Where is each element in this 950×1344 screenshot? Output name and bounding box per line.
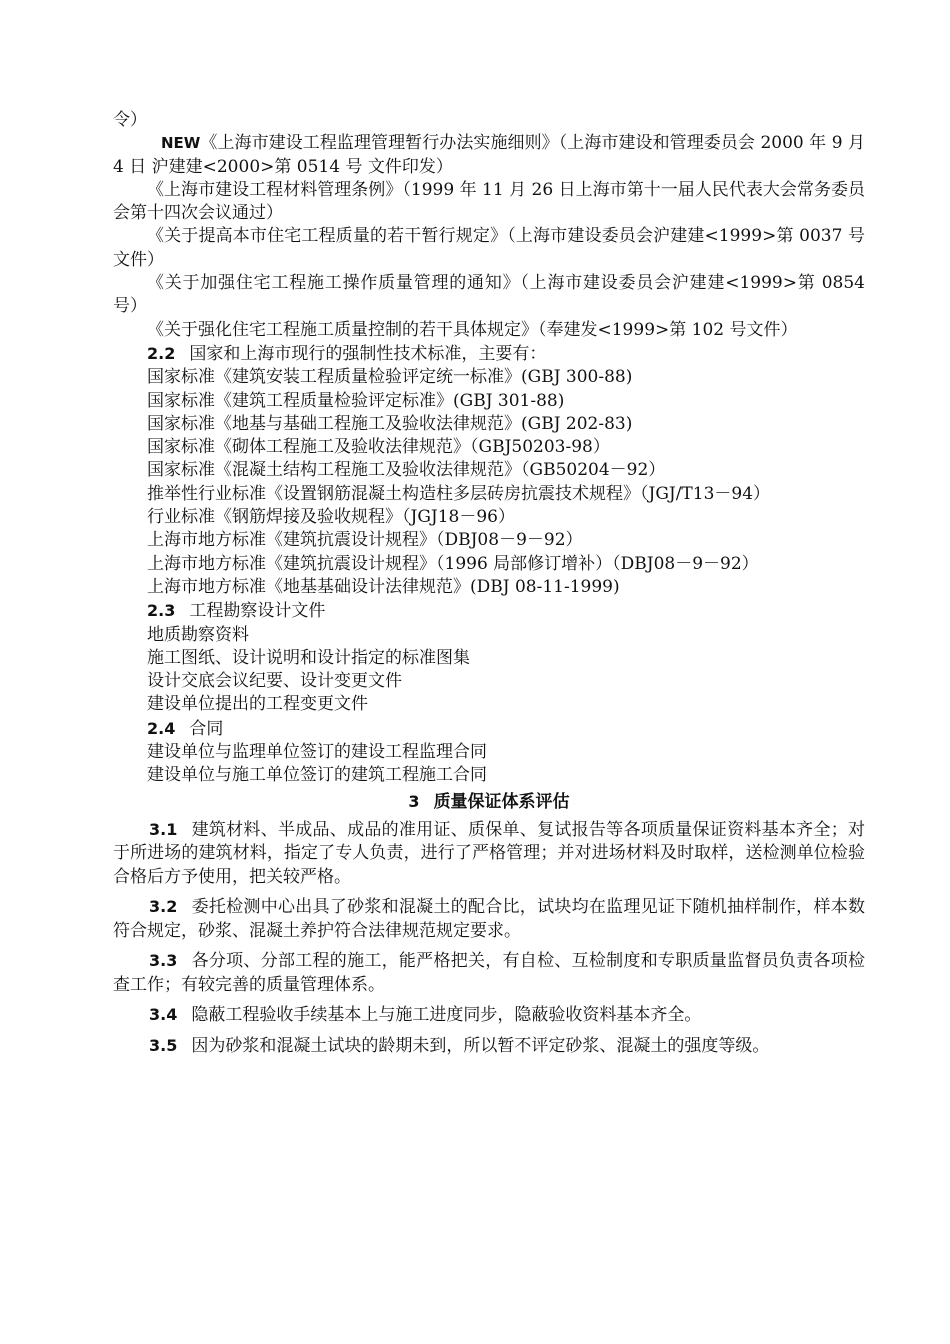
assessment-paragraph	[113, 895, 865, 943]
section-2-4-heading	[113, 717, 865, 741]
paragraph-text: 因为砂浆和混凝土试块的龄期未到，所以暂不评定砂浆、混凝土的强度等级。	[191, 1035, 770, 1056]
new-tag: NEW	[161, 134, 201, 153]
standard-item: 国家标准《地基与基础工程施工及验收法律规范》(GBJ 202-83)	[147, 413, 633, 434]
standard-item: 国家标准《砌体工程施工及验收法律规范》（GBJ50203-98）	[147, 437, 610, 458]
paragraph-text: 隐蔽工程验收手续基本上与施工进度同步，隐蔽验收资料基本齐全。	[191, 1005, 702, 1026]
standard-item: 上海市地方标准《建筑抗震设计规程》（1996 局部修订增补）（DBJ08－9－92）	[147, 553, 759, 574]
regulation-item: 《关于提高本市住宅工程质量的若干暂行规定》（上海市建设委员会沪建建<1999>第 0037 号文件）	[113, 226, 865, 270]
paragraph-number: 3.1	[149, 819, 178, 839]
standard-item: 国家标准《建筑安装工程质量检验评定统一标准》(GBJ 300-88)	[147, 367, 633, 388]
section-2-2-heading	[113, 342, 865, 366]
document-item: 施工图纸、设计说明和设计指定的标准图集	[147, 647, 470, 668]
paragraph-text: 委托检测中心出具了砂浆和混凝土的配合比，试块均在监理见证下随机抽样制作，样本数符合规定，砂浆、混凝土养护符合法律规范规定要求。	[113, 897, 865, 941]
standard-item: 上海市地方标准《地基基础设计法律规范》(DBJ 08-11-1999)	[147, 576, 620, 597]
paragraph-number: 3.5	[149, 1035, 178, 1055]
regulation-item: 《关于加强住宅工程施工操作质量管理的通知》（上海市建设委员会沪建建<1999>第 0854 号）	[113, 273, 865, 317]
regulation-item: 《上海市建设工程材料管理条例》（1999 年 11 月 26 日上海市第十一届人民代表大会常务委员会第十四次会议通过）	[113, 179, 865, 224]
contract-item: 建设单位与施工单位签订的建筑工程施工合同	[147, 765, 487, 786]
section-number: 3	[408, 791, 420, 811]
standard-item: 国家标准《混凝土结构工程施工及验收法律规范》（GB50204－92）	[147, 460, 666, 481]
contract-item: 建设单位与监理单位签订的建设工程监理合同	[147, 742, 487, 763]
section-3-heading	[113, 790, 865, 814]
assessment-paragraph	[113, 1003, 865, 1028]
section-title: 工程勘察设计文件	[189, 601, 326, 622]
regulation-item: 《关于强化住宅工程施工质量控制的若干具体规定》（奉建发<1999>第 102 号文件）	[147, 319, 798, 340]
section-number: 2.2	[147, 343, 176, 363]
section-number: 2.4	[147, 718, 176, 738]
section-number: 2.3	[147, 601, 176, 621]
document-item: 建设单位提出的工程变更文件	[147, 694, 368, 715]
paragraph-text: 各分项、分部工程的施工，能严格把关，有自检、互检制度和专职质量监督员负责各项检查工作；有较完善的质量管理体系。	[113, 951, 865, 995]
section-title: 国家和上海市现行的强制性技术标准，主要有：	[189, 343, 547, 364]
paragraph-text: 建筑材料、半成品、成品的准用证、质保单、复试报告等各项质量保证资料基本齐全；对于所进场的建筑材料，指定了专人负责，进行了严格管理；并对进场材料及时取样，送检测单位检验合格后方予使用，把关较严格。	[113, 819, 865, 887]
regulation-item	[113, 132, 865, 179]
regulation-text: 《上海市建设工程监理管理暂行办法实施细则》（上海市建设和管理委员会 2000 年 9 月 4 日 沪建建<2000>第 0514 号 文件印发）	[113, 133, 865, 177]
paragraph-number: 3.4	[149, 1005, 178, 1025]
assessment-paragraph	[113, 949, 865, 997]
standard-item: 行业标准《钢筋焊接及验收规程》（JGJ18－96）	[147, 507, 515, 528]
standard-item: 上海市地方标准《建筑抗震设计规程》（DBJ08－9－92）	[147, 530, 583, 551]
section-2-3-heading	[113, 599, 865, 623]
regulation-line-tail: 令）	[113, 110, 147, 130]
paragraph-number: 3.3	[149, 951, 178, 971]
document-item: 设计交底会议纪要、设计变更文件	[147, 671, 402, 692]
assessment-paragraph	[113, 818, 865, 890]
standard-item: 国家标准《建筑工程质量检验评定标准》(GBJ 301-88)	[147, 390, 565, 411]
document-item: 地质勘察资料	[147, 624, 249, 645]
assessment-paragraph	[113, 1034, 865, 1059]
paragraph-number: 3.2	[149, 897, 178, 917]
section-title: 质量保证体系评估	[433, 791, 570, 812]
standard-item: 推举性行业标准《设置钢筋混凝土构造柱多层砖房抗震技术规程》（JGJ/T13－94）	[147, 483, 771, 504]
document-body	[113, 109, 865, 1064]
section-title: 合同	[189, 718, 224, 739]
